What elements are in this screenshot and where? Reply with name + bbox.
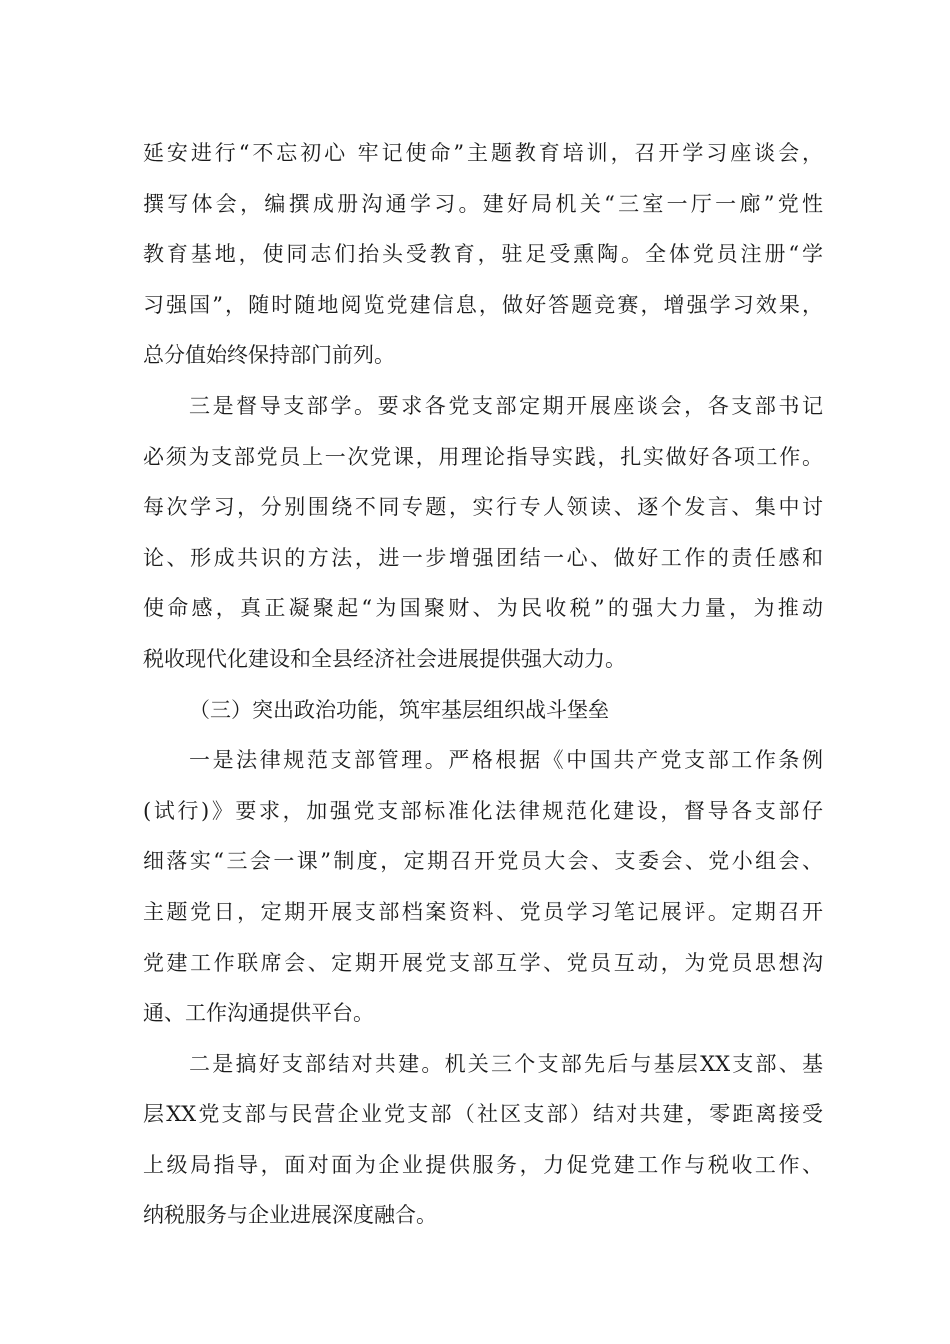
text-line: 主题党日，定期开展支部档案资料、党员学习笔记展评。定期召开 <box>143 899 823 924</box>
text-line: 总分值始终保持部门前列。 <box>143 343 395 368</box>
section-heading: （三）突出政治功能，筑牢基层组织战斗堡垒 <box>189 697 609 722</box>
text-line: 延安进行“不忘初心 牢记使命”主题教育培训，召开学习座谈会， <box>143 141 823 165</box>
text-line: 使命感，真正凝聚起“为国聚财、为民收税”的强大力量，为推动 <box>143 596 823 621</box>
text-line: 必须为支部党员上一次党课，用理论指导实践，扎实做好各项工作。 <box>143 444 823 469</box>
text-line: 细落实“三会一课”制度，定期召开党员大会、支委会、党小组会、 <box>143 849 823 874</box>
text-line: 党建工作联席会、定期开展党支部互学、党员互动，为党员思想沟 <box>143 950 823 975</box>
text-line: 习强国”，随时随地阅览党建信息，做好答题竞赛，增强学习效果， <box>143 292 823 317</box>
text-line: 上级局指导，面对面为企业提供服务，力促党建工作与税收工作、 <box>143 1152 823 1177</box>
text-line: 每次学习，分别围绕不同专题，实行专人领读、逐个发言、集中讨 <box>143 495 823 520</box>
text-line: 通、工作沟通提供平台。 <box>143 1001 374 1026</box>
text-line: 教育基地，使同志们抬头受教育，驻足受熏陶。全体党员注册“学 <box>143 242 823 267</box>
text-line: 一是法律规范支部管理。严格根据《中国共产党支部工作条例 <box>189 748 823 773</box>
text-line: 税收现代化建设和全县经济社会进展提供强大动力。 <box>143 646 626 671</box>
text-line: 二是搞好支部结对共建。机关三个支部先后与基层XX支部、基 <box>189 1051 823 1076</box>
document-body <box>143 128 823 1241</box>
text-line: 论、形成共识的方法，进一步增强团结一心、做好工作的责任感和 <box>143 545 823 570</box>
text-line: 三是督导支部学。要求各党支部定期开展座谈会，各支部书记 <box>189 393 823 418</box>
text-line: 撰写体会，编撰成册沟通学习。建好局机关“三室一厅一廊”党性 <box>143 191 823 216</box>
text-line: (试行)》要求，加强党支部标准化法律规范化建设，督导各支部仔 <box>143 798 823 823</box>
text-line: 纳税服务与企业进展深度融合。 <box>143 1203 437 1228</box>
text-line: 层XX党支部与民营企业党支部（社区支部）结对共建，零距离接受 <box>143 1102 823 1127</box>
